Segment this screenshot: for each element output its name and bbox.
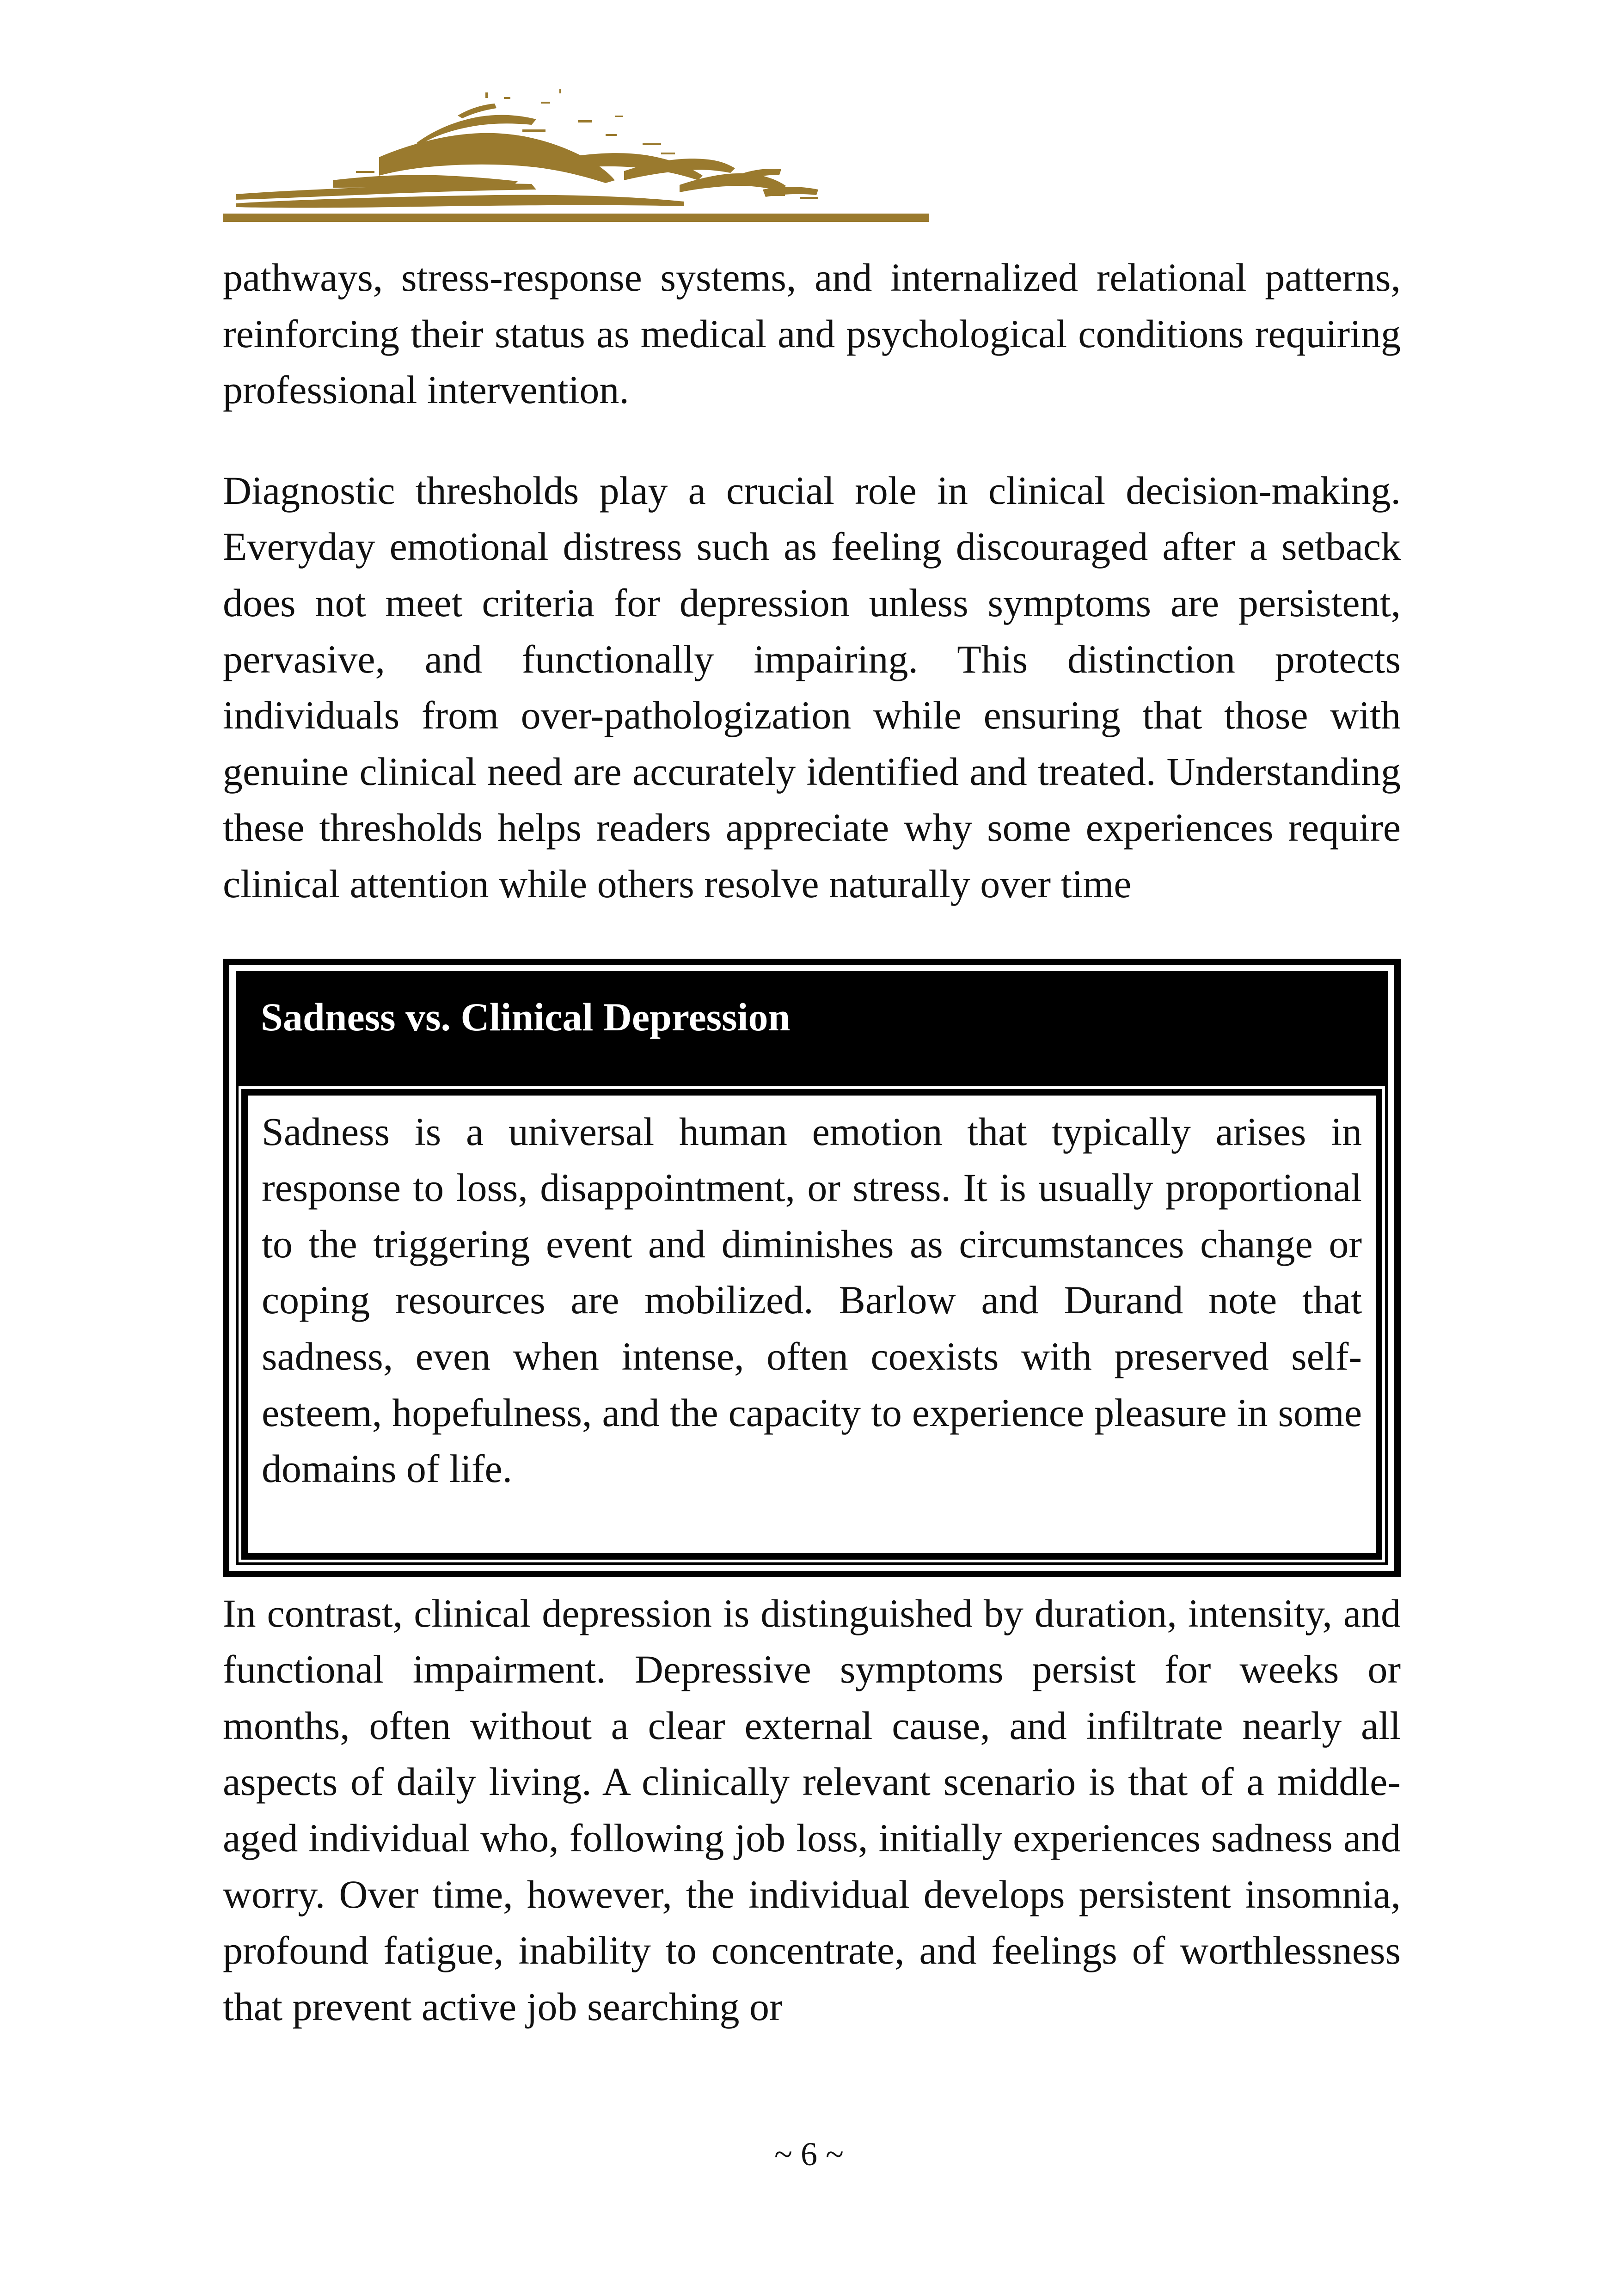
callout-body-text: Sadness is a universal human emotion that typically arises in response to loss, disappointment, or stress. It is usually proportional to the triggering event and diminishes as circumstances change or coping resources are mobilized. Barlow and Durand note that sadness, even when intense, often coexists with preserved self-esteem, hopefulness, and the capacity to experience pleasure in some domains of life. [262, 1109, 1362, 1491]
body-paragraph-3: In contrast, clinical depression is distinguished by duration, intensity, and functional impairment. Depressive symptoms persist for weeks or months, often without a clear external cause, and infiltrate nearly all aspects of daily living. A clinically relevant scenario is that of a middle-aged individual who, following job loss, initially experiences sadness and worry. Over time, however, the individual develops persistent insomnia, profound fatigue, inability to concentrate, and feelings of worthlessness that prevent active job searching or [223, 1591, 1401, 2029]
body-paragraph-1: pathways, stress-response systems, and internalized relational patterns, reinforcing their status as medical and psychological conditions requiring professional intervention. [223, 255, 1401, 412]
callout-body-wrap [239, 1086, 1385, 1562]
callout-body [241, 1089, 1382, 1560]
page-content [223, 250, 1401, 2035]
callout-inner-frame [236, 971, 1388, 1565]
gold-brush-landscape-icon [217, 65, 929, 236]
body-paragraph-2: Diagnostic thresholds play a crucial role in clinical decision-making. Everyday emotional distress such as feeling discouraged after a setback does not meet criteria for depression unless symptoms are persistent, pervasive, and functionally impairing. This distinction protects individuals from over-pathologization while ensuring that those with genuine clinical need are accurately identified and treated. Understanding these thresholds helps readers appreciate why some experiences require clinical attention while others resolve naturally over time [223, 468, 1401, 906]
callout-box [223, 959, 1401, 1577]
callout-title-bar [239, 974, 1385, 1086]
page-number: ~ 6 ~ [774, 2136, 844, 2173]
callout-title: Sadness vs. Clinical Depression [261, 994, 791, 1039]
